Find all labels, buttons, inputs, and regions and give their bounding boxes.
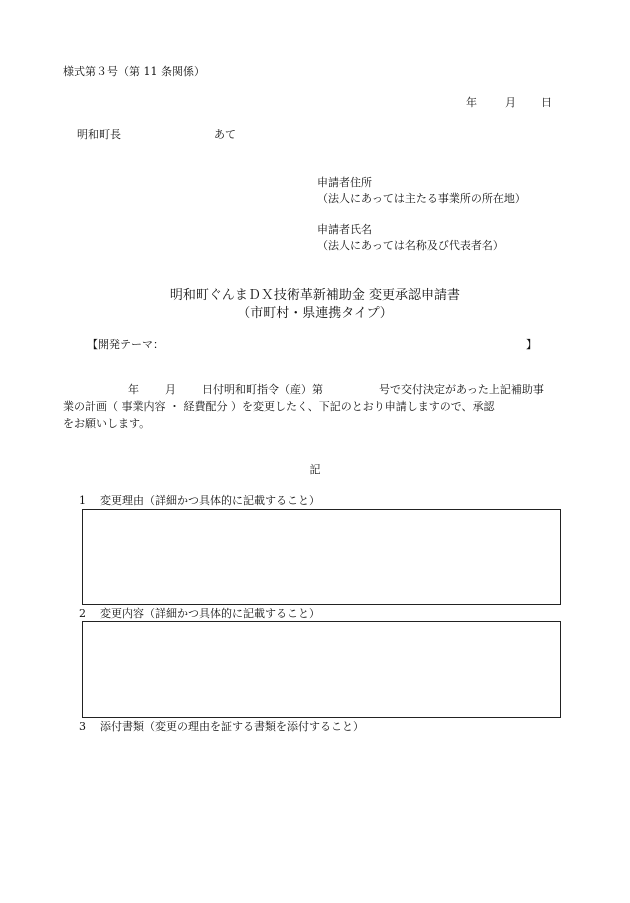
- body-line-2: 業の計画（ 事業内容 ・ 経費配分 ）を変更したく、下記のとおり申請しますので、承認: [63, 400, 495, 413]
- ki-heading: 記: [309, 463, 321, 476]
- form-number: 様式第３号（第 11 条関係）: [63, 65, 205, 78]
- applicant-name-note: （法人にあっては名称及び代表者名）: [317, 239, 504, 252]
- applicant-name-label: 申請者氏名: [317, 223, 372, 236]
- item-3-number: 3: [79, 720, 86, 733]
- body-issue: 号で交付決定があった上記補助事: [379, 383, 544, 396]
- applicant-address-label: 申請者住所: [317, 176, 372, 189]
- theme-open: 【開発テーマ：: [87, 338, 164, 351]
- applicant-address-note: （法人にあっては主たる事業所の所在地）: [317, 192, 526, 205]
- title-line-2: （市町村・県連携タイプ）: [237, 306, 393, 321]
- addressee-name: 明和町長: [77, 128, 121, 141]
- body-year: 年: [128, 383, 139, 396]
- item-3-label: 添付書類（変更の理由を証する書類を添付すること）: [100, 720, 364, 733]
- date-year: 年: [466, 96, 477, 109]
- body-month: 月: [165, 383, 176, 396]
- theme-close: 】: [526, 338, 537, 351]
- body-line-3: をお願いします。: [63, 417, 151, 430]
- item-2-label: 変更内容（詳細かつ具体的に記載すること）: [100, 607, 320, 620]
- change-reason-field[interactable]: [82, 509, 561, 605]
- item-2-number: 2: [79, 607, 86, 620]
- title-line-1: 明和町ぐんまＤＸ技術革新補助金 変更承認申請書: [169, 288, 461, 303]
- item-1-label: 変更理由（詳細かつ具体的に記載すること）: [100, 494, 320, 507]
- date-day: 日: [541, 96, 552, 109]
- change-content-field[interactable]: [82, 621, 561, 718]
- body-ref: 日付明和町指令（産）第: [202, 383, 323, 396]
- addressee-suffix: あて: [214, 128, 236, 141]
- date-month: 月: [505, 96, 516, 109]
- item-1-number: 1: [79, 494, 86, 507]
